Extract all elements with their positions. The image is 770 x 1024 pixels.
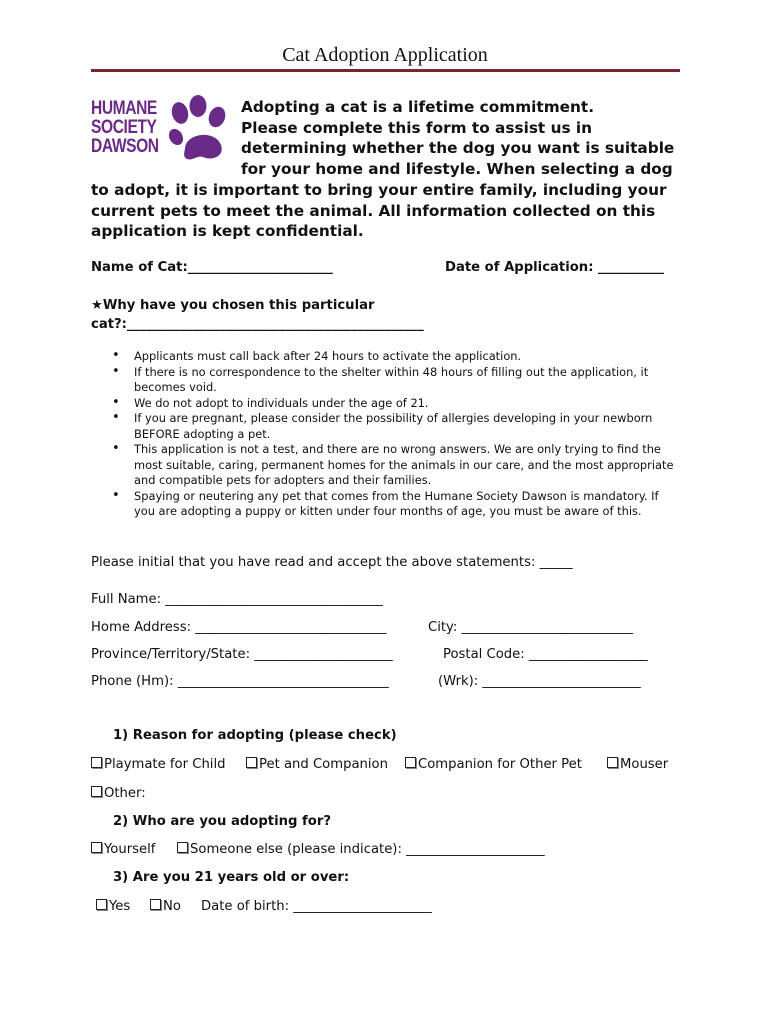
checkbox-icon xyxy=(96,899,107,910)
checkbox-pet-and-companion[interactable]: Pet and Companion xyxy=(246,757,388,772)
list-item: • Applicants must call back after 24 hours to activate the application. xyxy=(112,349,682,365)
checkbox-icon xyxy=(91,757,102,768)
question-2-label: 2) Who are you adopting for? xyxy=(113,814,331,829)
checkbox-icon xyxy=(246,757,257,768)
page-title: Cat Adoption Application xyxy=(282,44,488,66)
list-item: • If there is no correspondence to the shelter within 48 hours of filling out the application, it becomes void. xyxy=(112,365,682,396)
list-item: • This application is not a test, and there are no wrong answers. We are only trying to find the most suitable, caring, permanent homes for the animals in our care, and the most appropriate and compatible pets for adopters and their families. xyxy=(112,442,682,489)
checkbox-yourself[interactable]: Yourself xyxy=(91,842,155,857)
question-1-label: 1) Reason for adopting (please check) xyxy=(113,728,397,743)
home-address-field[interactable]: Home Address: _____________________________ xyxy=(91,620,387,635)
full-name-field[interactable]: Full Name: _________________________________ xyxy=(91,592,383,607)
name-of-cat-field[interactable]: Name of Cat:______________________ xyxy=(91,260,333,275)
checkbox-icon xyxy=(177,842,188,853)
phone-work-field[interactable]: (Wrk): ________________________ xyxy=(438,674,641,689)
province-field[interactable]: Province/Territory/State: _____________________ xyxy=(91,647,393,662)
intro-paragraph xyxy=(91,97,683,242)
intro-headline: Adopting a cat is a lifetime commitment. xyxy=(241,98,595,116)
star-icon: ★ xyxy=(91,298,103,313)
logo-wordmark: HUMANE SOCIETY DAWSON xyxy=(91,98,159,157)
checkbox-icon xyxy=(607,757,618,768)
date-of-application-field[interactable]: Date of Application: __________ xyxy=(445,260,664,275)
checkbox-companion-for-other-pet[interactable]: Companion for Other Pet xyxy=(405,757,582,772)
city-field[interactable]: City: __________________________ xyxy=(428,620,633,635)
list-item: • Spaying or neutering any pet that comes from the Humane Society Dawson is mandatory. If you are adopting a puppy or kitten under four months of age, you must be aware of this. xyxy=(112,489,682,520)
checkbox-playmate-for-child[interactable]: Playmate for Child xyxy=(91,757,226,772)
checkbox-no[interactable]: No xyxy=(150,899,181,914)
list-item: • We do not adopt to individuals under the age of 21. xyxy=(112,396,682,412)
why-chosen-question[interactable]: ★Why have you chosen this particular cat?:_____________________________________________ xyxy=(91,298,424,332)
checkbox-icon xyxy=(405,757,416,768)
checkbox-mouser[interactable]: Mouser xyxy=(607,757,668,772)
postal-code-field[interactable]: Postal Code: __________________ xyxy=(443,647,648,662)
checkbox-other[interactable]: Other: xyxy=(91,786,146,801)
checkbox-icon xyxy=(91,842,102,853)
phone-home-field[interactable]: Phone (Hm): ________________________________ xyxy=(91,674,389,689)
list-item: • If you are pregnant, please consider the possibility of allergies developing in your newborn BEFORE adopting a pet. xyxy=(112,411,682,442)
question-3-label: 3) Are you 21 years old or over: xyxy=(113,870,350,885)
initial-statement-field[interactable]: Please initial that you have read and accept the above statements: _____ xyxy=(91,555,573,570)
checkbox-yes[interactable]: Yes xyxy=(96,899,130,914)
policy-bullet-list xyxy=(112,349,682,520)
checkbox-icon xyxy=(91,786,102,797)
date-of-birth-field[interactable]: Date of birth: _____________________ xyxy=(201,899,432,914)
checkbox-someone-else[interactable]: Someone else (please indicate): _____________________ xyxy=(177,842,545,857)
checkbox-icon xyxy=(150,899,161,910)
title-underline xyxy=(91,69,680,72)
intro-body: Please complete this form to assist us in determining whether the dog you want is suitable for your home and lifestyle. When selecting a dog to adopt, it is important to bring your entire family, including your current pets to meet the animal. All information collected on this application is kept confidential. xyxy=(91,118,675,241)
